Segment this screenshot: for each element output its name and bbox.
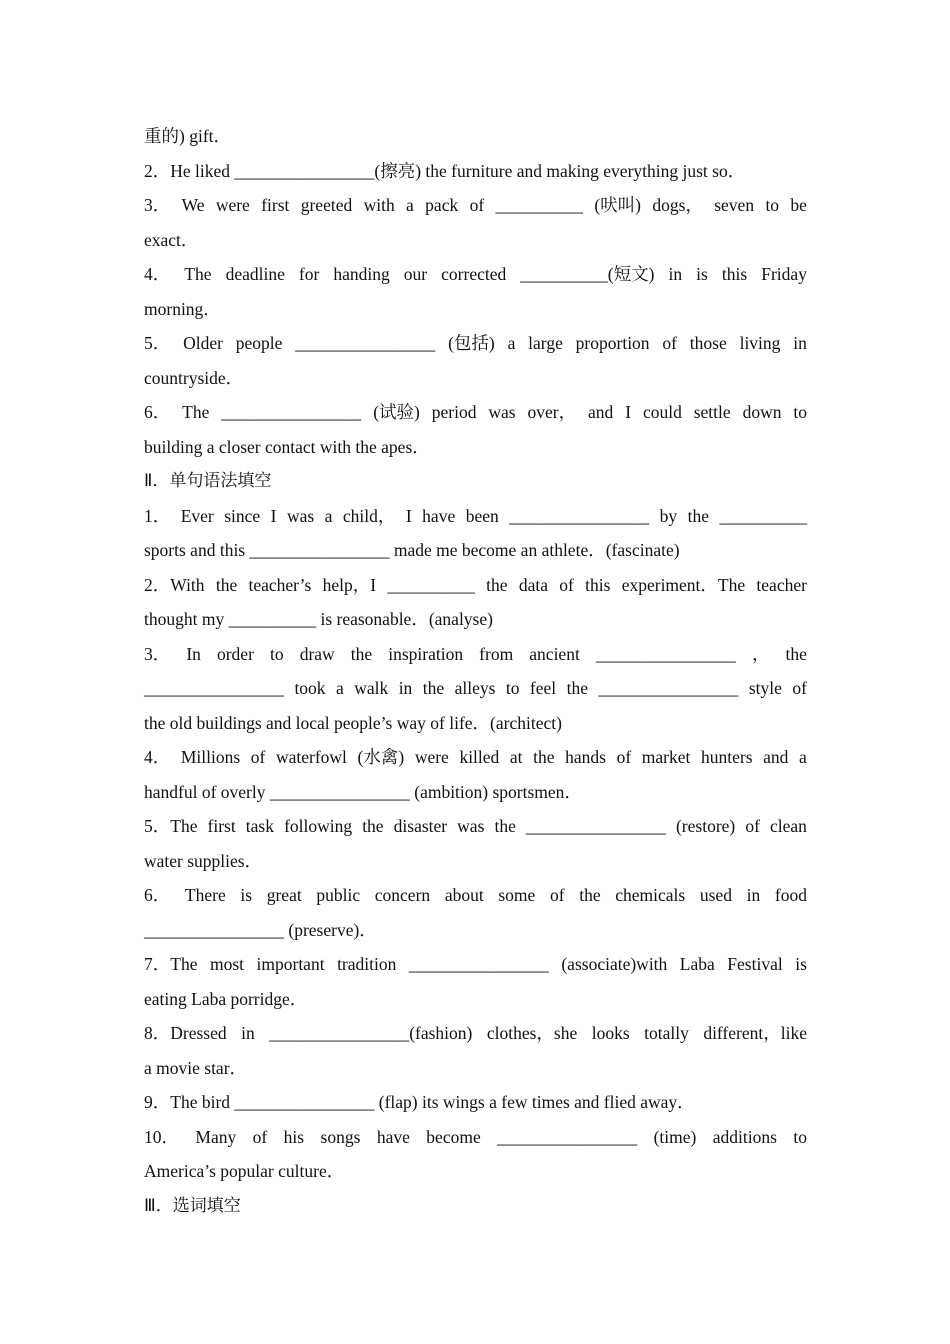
word: additions — [712, 1126, 777, 1147]
word: __________ — [719, 505, 807, 526]
word: experiment．The — [621, 574, 746, 595]
word: this — [585, 574, 611, 595]
word: (time) — [653, 1126, 697, 1147]
word: to — [765, 195, 780, 215]
word: I — [270, 505, 277, 526]
word: period — [431, 402, 477, 422]
word: 3． — [144, 195, 171, 215]
word: of — [616, 747, 632, 767]
word: inspiration — [388, 643, 464, 664]
word: 5． — [144, 333, 171, 353]
word: first — [261, 195, 290, 215]
word: draw — [299, 643, 335, 664]
word: I — [625, 402, 632, 422]
word: to — [793, 402, 807, 422]
word: pack — [425, 195, 459, 215]
word: food — [774, 885, 807, 905]
section-3-heading: Ⅲ．选词填空 — [144, 1195, 241, 1216]
word: is — [696, 264, 708, 284]
word: Friday — [761, 264, 807, 284]
word: 5．The — [144, 816, 198, 836]
word: the — [422, 678, 445, 698]
word: help，I — [322, 574, 377, 595]
word: become — [426, 1126, 481, 1147]
word: those — [689, 333, 727, 353]
word: tradition — [337, 954, 397, 974]
word: ________________ — [221, 402, 362, 422]
word: looks — [591, 1023, 630, 1043]
word: 4． — [144, 747, 171, 767]
word: Ever — [180, 505, 214, 526]
word: a — [507, 333, 516, 353]
word: ________________ — [509, 505, 650, 526]
word: feel — [529, 678, 557, 698]
word: ________________ — [497, 1126, 638, 1147]
word: the — [566, 678, 588, 698]
word: of — [559, 574, 574, 595]
word: to — [270, 643, 284, 664]
word: the — [579, 885, 601, 905]
word: corrected — [441, 264, 507, 284]
question-6-cont: building a closer contact with the apes． — [144, 436, 430, 457]
word: 1． — [144, 505, 171, 526]
word: seven — [714, 195, 755, 215]
word: deadline — [225, 264, 285, 284]
word: ________________ — [598, 678, 739, 698]
word: with — [363, 195, 395, 215]
word: to — [505, 678, 520, 698]
word: a — [324, 505, 333, 526]
word: in — [241, 1023, 255, 1043]
word: order — [216, 643, 254, 664]
word: have — [422, 505, 456, 526]
section-2-heading: Ⅱ．单句语法填空 — [144, 471, 272, 491]
grammar-question-5-cont: water supplies． — [144, 850, 263, 871]
grammar-question-7-cont: eating Laba porridge． — [144, 988, 308, 1009]
word: In — [186, 643, 201, 664]
word: (试验) — [373, 402, 420, 422]
grammar-question-4 — [144, 740, 807, 775]
grammar-question-9: 9．The bird ________________ (flap) its wings a few times and flied away． — [144, 1092, 695, 1112]
word: ________________ — [144, 678, 284, 698]
question-1-tail: 重的) gift． — [144, 126, 232, 146]
grammar-question-3 — [144, 637, 807, 672]
word: ________________ — [295, 333, 436, 353]
word: the — [533, 747, 555, 767]
word: market — [641, 747, 691, 767]
word: is — [795, 954, 807, 974]
grammar-question-8-cont: a movie star． — [144, 1057, 248, 1078]
word: important — [256, 954, 325, 974]
word: at — [509, 747, 523, 767]
word: in — [668, 264, 683, 284]
word: and — [763, 747, 789, 767]
word: the — [687, 505, 710, 526]
word: following — [284, 816, 353, 836]
word: The — [182, 402, 210, 422]
grammar-question-5 — [144, 809, 807, 844]
word: Many — [195, 1126, 237, 1147]
word: of — [745, 816, 760, 836]
word: 7．The — [144, 954, 198, 974]
word: was — [488, 402, 516, 422]
word: the — [350, 643, 373, 664]
word: 6． — [144, 885, 171, 905]
word: 3． — [144, 643, 171, 664]
word: teacher’s — [248, 574, 312, 595]
word: Laba — [679, 954, 715, 974]
word: style — [748, 678, 782, 698]
word: for — [298, 264, 320, 284]
word: (restore) — [675, 816, 736, 836]
word: (吠叫) — [594, 195, 641, 215]
word: (水禽) — [357, 747, 405, 767]
word: __________ — [495, 195, 583, 215]
word: the — [785, 643, 807, 664]
word: Millions — [180, 747, 241, 767]
word: 2．With — [144, 574, 205, 595]
word: waterfowl — [275, 747, 347, 767]
grammar-question-3-cont: the old buildings and local people’s way of life．(architect) — [144, 712, 562, 733]
word: We — [181, 195, 205, 215]
word: public — [316, 885, 361, 905]
word: large — [528, 333, 563, 353]
grammar-question-7 — [144, 947, 807, 982]
word: of — [250, 747, 266, 767]
word: songs — [320, 1126, 361, 1147]
question-3-cont: exact． — [144, 229, 199, 250]
grammar-question-8 — [144, 1016, 807, 1051]
word: totally — [644, 1023, 689, 1043]
word: concern — [374, 885, 431, 905]
question-4-cont: morning． — [144, 298, 221, 319]
word: child， — [342, 505, 396, 526]
word: by — [659, 505, 678, 526]
word: in — [746, 885, 761, 905]
word: could — [642, 402, 682, 422]
word: of — [662, 333, 677, 353]
word: about — [444, 885, 484, 905]
word: of — [549, 885, 565, 905]
grammar-question-6 — [144, 878, 807, 913]
word: first — [207, 816, 236, 836]
word: the — [362, 816, 384, 836]
word: ， — [751, 643, 770, 664]
word: clothes，she — [486, 1023, 578, 1043]
word: his — [283, 1126, 305, 1147]
word: over， — [527, 402, 577, 422]
word: disaster — [393, 816, 448, 836]
word: people — [235, 333, 283, 353]
question-5-cont: countryside． — [144, 367, 244, 388]
word: were — [414, 747, 449, 767]
word: hunters — [700, 747, 753, 767]
word: since — [224, 505, 261, 526]
word: task — [245, 816, 274, 836]
grammar-question-10-cont: America’s popular culture． — [144, 1161, 345, 1181]
word: of — [792, 678, 807, 698]
word: in — [398, 678, 413, 698]
word: been — [465, 505, 499, 526]
word: the — [215, 574, 238, 595]
word: 4． — [144, 264, 171, 284]
word: used — [699, 885, 732, 905]
question-6 — [144, 395, 807, 430]
word: alleys — [454, 678, 496, 698]
word: and — [588, 402, 614, 422]
question-4 — [144, 257, 807, 292]
grammar-question-2-cont: thought my __________ is reasonable．(analyse) — [144, 609, 493, 629]
word: ________________ — [408, 954, 549, 974]
word: walk — [354, 678, 389, 698]
grammar-question-4-cont: handful of overly ________________ (ambition) sportsmen． — [144, 781, 582, 802]
word: proportion — [575, 333, 650, 353]
word: down — [742, 402, 782, 422]
grammar-question-1 — [144, 499, 807, 534]
word: in — [793, 333, 807, 353]
word: of — [469, 195, 485, 215]
word: chemicals — [615, 885, 686, 905]
word: be — [790, 195, 807, 215]
word: dogs， — [652, 195, 703, 215]
word: ancient — [529, 643, 580, 664]
grammar-question-6-cont: ________________ (preserve)． — [144, 919, 377, 940]
word: data — [518, 574, 548, 595]
word: hands — [565, 747, 606, 767]
word: clean — [769, 816, 807, 836]
word: greeted — [300, 195, 353, 215]
word: 8．Dressed — [144, 1023, 227, 1043]
word: a — [799, 747, 807, 767]
word: was — [286, 505, 315, 526]
word: settle — [693, 402, 731, 422]
word: the — [486, 574, 508, 595]
word: teacher — [756, 574, 807, 595]
word: killed — [459, 747, 500, 767]
word: took — [294, 678, 326, 698]
question-5 — [144, 326, 807, 361]
word: from — [479, 643, 514, 664]
word: living — [739, 333, 781, 353]
grammar-question-1-cont: sports and this ________________ made me become an athlete．(fascinate) — [144, 540, 680, 560]
word: was — [457, 816, 485, 836]
word: 10． — [144, 1126, 179, 1147]
word: our — [403, 264, 428, 284]
question-3 — [144, 188, 807, 223]
word: have — [376, 1126, 410, 1147]
word: I — [405, 505, 412, 526]
word: this — [721, 264, 748, 284]
word: __________ — [387, 574, 475, 595]
word: the — [494, 816, 516, 836]
word: handing — [333, 264, 390, 284]
word: ________________ — [595, 643, 736, 664]
word: The — [184, 264, 212, 284]
word: to — [793, 1126, 807, 1147]
word: a — [406, 195, 414, 215]
word: of — [252, 1126, 268, 1147]
grammar-question-10 — [144, 1120, 807, 1155]
word: Festival — [727, 954, 783, 974]
word: (包括) — [448, 333, 495, 353]
word: different，like — [703, 1023, 807, 1043]
word: some — [498, 885, 536, 905]
word: Older — [183, 333, 223, 353]
grammar-question-3-line2 — [144, 671, 807, 706]
word: (associate)with — [561, 954, 668, 974]
word: __________(短文) — [520, 264, 655, 284]
word: is — [240, 885, 253, 905]
word: ________________(fashion) — [269, 1023, 473, 1043]
worksheet-content — [144, 119, 807, 1223]
grammar-question-2 — [144, 568, 807, 603]
question-2: 2．He liked ________________(擦亮) the furniture and making everything just so． — [144, 160, 746, 181]
word: great — [266, 885, 302, 905]
word: most — [209, 954, 245, 974]
word: There — [184, 885, 226, 905]
word: ________________ — [525, 816, 666, 836]
word: were — [215, 195, 250, 215]
word: a — [336, 678, 344, 698]
word: 6． — [144, 402, 171, 422]
